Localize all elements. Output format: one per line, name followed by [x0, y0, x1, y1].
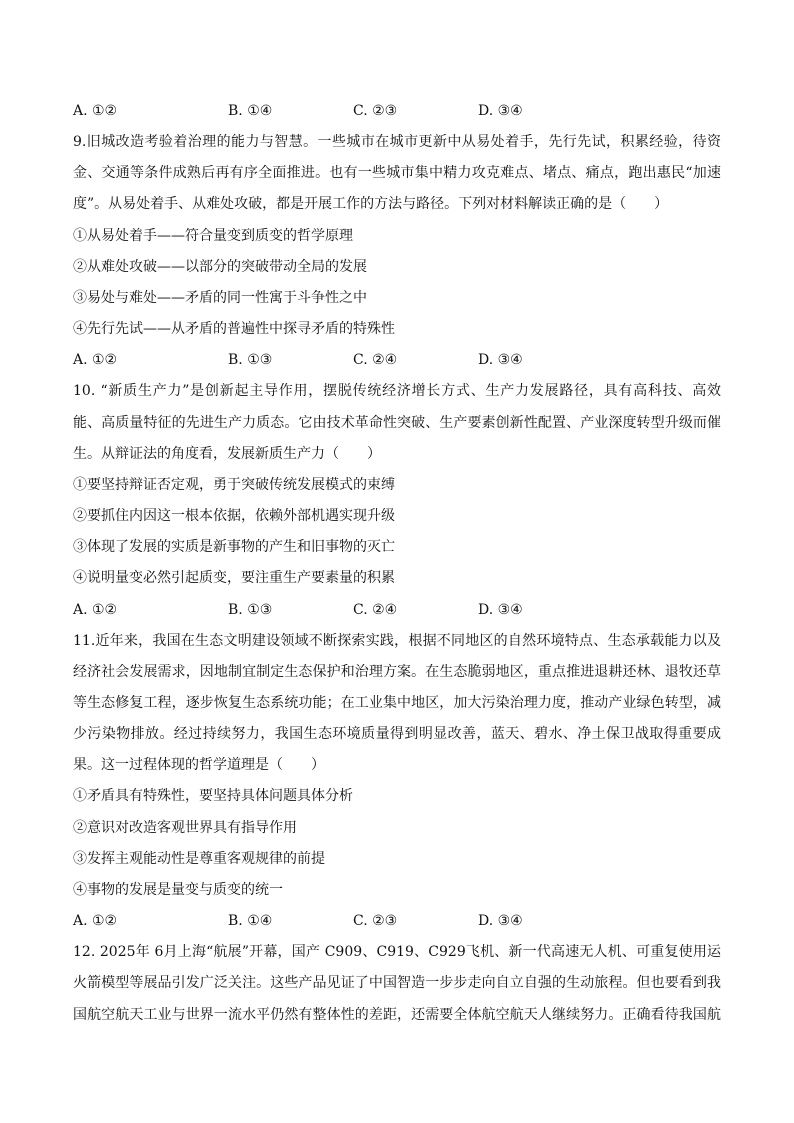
q9-statement-3: ③易处与难处——矛盾的同一性寓于斗争性之中: [73, 289, 367, 306]
q12-stem-line: 12. 2025年 6月上海“航展”开幕，国产 C909、C919、C929飞机、新一代高速无人机、可重复使用运: [73, 944, 721, 961]
q8-option-d: D. ③④: [478, 103, 523, 119]
q9-stem-line: 9.旧城改造考验着治理的能力与智慧。一些城市在城市更新中从易处着手，先行先试，积累经验，待资: [73, 134, 721, 151]
q10-statement-2: ②要抓住内因这一根本依据，依赖外部机遇实现升级: [73, 508, 395, 525]
q10-option-b: B. ①③: [228, 601, 273, 618]
q9-option-b: B. ①③: [228, 352, 273, 369]
q9-option-c: C. ②④: [353, 352, 398, 369]
q10-statement-3: ③体现了发展的实质是新事物的产生和旧事物的灭亡: [73, 539, 395, 556]
q11-stem-line: 少污染物排放。经过持续努力，我国生态环境质量得到明显改善，蓝天、碧水、净土保卫战取得重要成: [73, 726, 721, 743]
q10-option-d: D. ③④: [478, 601, 523, 618]
question-11: [73, 626, 721, 938]
question-12: [73, 937, 721, 1030]
q9-statement-4: ④先行先试——从矛盾的普遍性中探寻矛盾的特殊性: [73, 321, 395, 338]
q11-statement-2: ②意识对改造客观世界具有指导作用: [73, 819, 297, 836]
question-9: [73, 127, 721, 376]
q11-option-b: B. ①④: [228, 913, 273, 930]
q11-option-a: A. ①②: [73, 913, 118, 930]
q9-options: [73, 345, 721, 376]
q11-statement-4: ④事物的发展是量变与质变的统一: [73, 881, 283, 898]
q10-option-c: C. ②④: [353, 601, 398, 618]
q11-option-d: D. ③④: [478, 913, 523, 930]
q11-statement-3: ③发挥主观能动性是尊重客观规律的前提: [73, 850, 325, 867]
q11-option-c: C. ②③: [353, 913, 398, 930]
q10-statement-1: ①要坚持辩证否定观，勇于突破传统发展模式的束缚: [73, 476, 395, 493]
q10-statement-4: ④说明量变必然引起质变，要注重生产要素量的积累: [73, 570, 395, 587]
q10-option-a: A. ①②: [73, 601, 118, 618]
q11-stem-line: 等生态修复工程，逐步恢复生态系统功能；在工业集中地区，加大污染治理力度，推动产业绿色转型，减: [73, 694, 721, 711]
q10-stem-line: 能、高质量特征的先进生产力质态。它由技术革命性突破、生产要素创新性配置、产业深度转型升级而催: [73, 414, 721, 431]
page-content: [73, 96, 721, 1031]
q8-option-c: C. ②③: [353, 103, 398, 119]
q11-options: [73, 906, 721, 937]
q12-stem-line: 火箭模型等展品引发广泛关注。这些产品见证了中国智造一步步走向自立自强的生动旅程。但也要看到我: [73, 975, 721, 992]
q9-statement-1: ①从易处着手——符合量变到质变的哲学原理: [73, 227, 353, 244]
q8-options: [73, 96, 721, 127]
q9-option-d: D. ③④: [478, 352, 523, 369]
q10-options: [73, 595, 721, 626]
q11-stem-line: 经济社会发展需求，因地制宜制定生态保护和治理方案。在生态脆弱地区，重点推进退耕还林、退牧还草: [73, 663, 721, 680]
question-10: [73, 376, 721, 625]
q9-stem-line: 度”。从易处着手、从难处攻破，都是开展工作的方法与路径。下列对材料解读正确的是（ ）: [73, 196, 669, 213]
q9-stem-line: 金、交通等条件成熟后再有序全面推进。也有一些城市集中精力攻克难点、堵点、痛点，跑出惠民“加速: [73, 165, 721, 182]
q10-stem-line: 10. “新质生产力”是创新起主导作用，摆脱传统经济增长方式、生产力发展路径，具有高科技、高效: [73, 383, 721, 400]
q11-statement-1: ①矛盾具有特殊性，要坚持具体问题具体分析: [73, 788, 353, 805]
q11-stem-line: 果。这一过程体现的哲学道理是（ ）: [73, 757, 325, 774]
q11-stem-line: 11.近年来，我国在生态文明建设领域不断探索实践，根据不同地区的自然环境特点、生态承载能力以及: [73, 632, 721, 649]
q10-stem-line: 生。从辩证法的角度看，发展新质生产力（ ）: [73, 445, 381, 462]
q8-option-b: B. ①④: [228, 103, 273, 119]
q8-option-a: A. ①②: [73, 103, 118, 119]
q9-option-a: A. ①②: [73, 352, 118, 369]
q9-statement-2: ②从难处攻破——以部分的突破带动全局的发展: [73, 258, 367, 275]
q12-stem-line: 国航空航天工业与世界一流水平仍然有整体性的差距，还需要全体航空航天人继续努力。正确看待我国航: [73, 1006, 721, 1023]
